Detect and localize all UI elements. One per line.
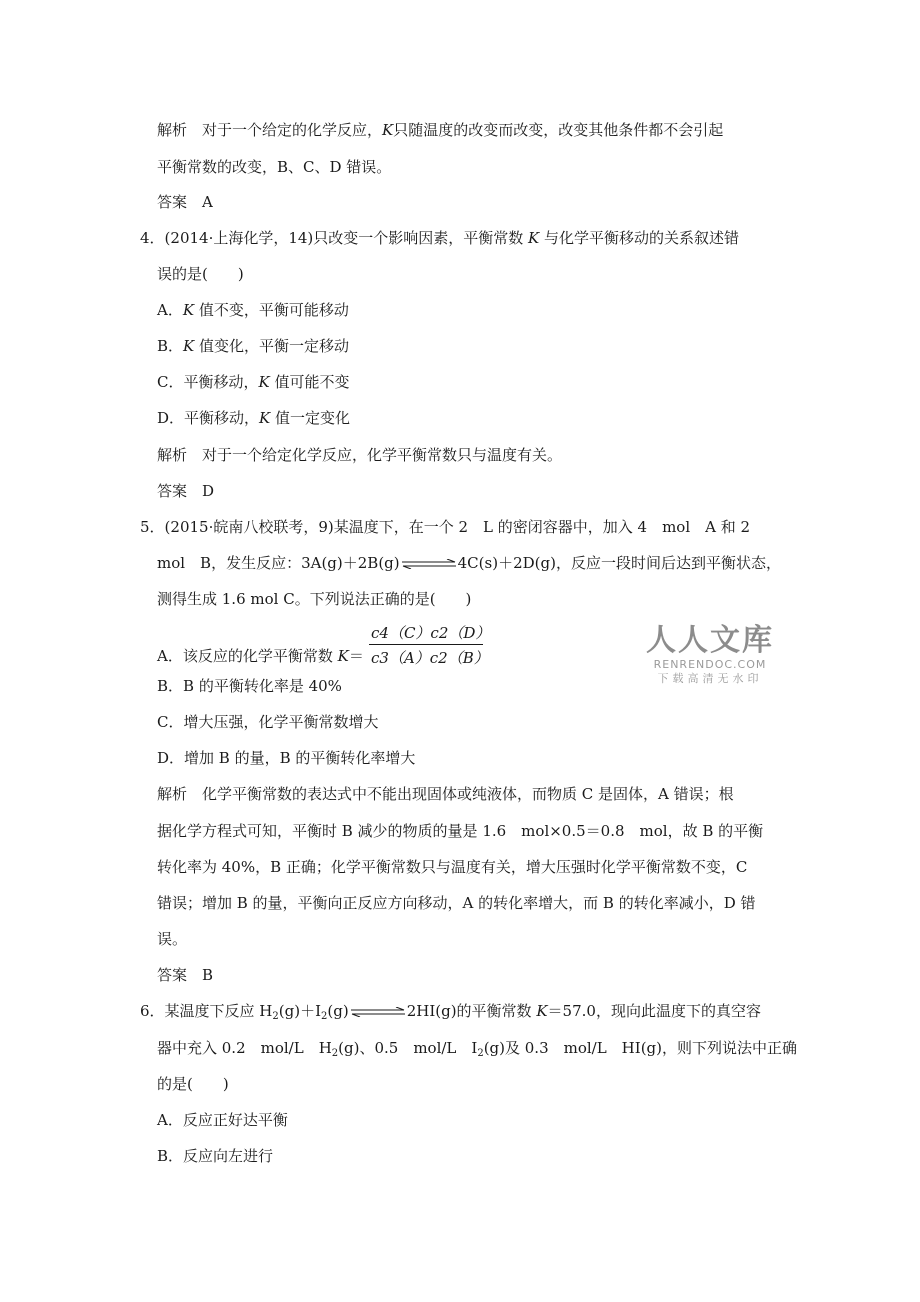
q6-stem-line-1: 6．某温度下反应 $H_2(g)+I_2(g)$ 2HI(g)的平衡常数 K＝57.0，现向此温度下的真空容 bbox=[140, 1002, 761, 1022]
q5-analysis-line-5: 误。 bbox=[157, 930, 188, 948]
answer-value: D bbox=[202, 482, 215, 500]
watermark-tagline: 下载高清无水印 bbox=[657, 672, 763, 685]
q5-option-a: A．该反应的化学平衡常数 K＝ bbox=[157, 647, 364, 665]
answer-label: 答案 bbox=[157, 193, 188, 211]
q6-option-a: A．反应正好达平衡 bbox=[157, 1111, 288, 1129]
q5-analysis-line-3: 转化率为 40%，B 正确；化学平衡常数只与温度有关，增大压强时化学平衡常数不变，C bbox=[157, 858, 748, 876]
q4-analysis: 解析 对于一个给定化学反应，化学平衡常数只与温度有关。 bbox=[157, 446, 563, 464]
q4-stem-line-1: 4．(2014·上海化学，14)只改变一个影响因素，平衡常数 K 与化学平衡移动的关系叙述错 bbox=[140, 229, 740, 247]
q4-option-a: A．K 值不变，平衡可能移动 bbox=[157, 301, 349, 319]
q4-answer bbox=[157, 481, 214, 501]
q4-option-b: B．K 值变化，平衡一定移动 bbox=[157, 337, 350, 355]
q4-stem-line-2: 误的是( ) bbox=[157, 265, 244, 283]
q4-option-d: D．平衡移动，K 值一定变化 bbox=[157, 409, 351, 427]
answer-value: B bbox=[202, 966, 214, 984]
q5-stem-line-2: mol B，发生反应：3A(g)＋2B(g) 4C(s)＋2D(g)，反应一段时间后达到平衡状态， bbox=[157, 554, 781, 572]
analysis-label: 解析 bbox=[157, 446, 188, 464]
q5-option-d: D．增加 B 的量，B 的平衡转化率增大 bbox=[157, 749, 416, 767]
q6-stem-line-3: 的是( ) bbox=[157, 1075, 229, 1093]
analysis-label: 解析 bbox=[157, 121, 188, 139]
watermark-domain: RENRENDOC.COM bbox=[653, 658, 767, 671]
prev-analysis-line-1: 解析 对于一个给定的化学反应，K只随温度的改变而改变，改变其他条件都不会引起 bbox=[157, 121, 724, 139]
q5-stem-line-1: 5．(2015·皖南八校联考，9)某温度下，在一个 2 L 的密闭容器中，加入 4 mol A 和 2 bbox=[140, 518, 751, 536]
q5-analysis-line-2: 据化学方程式可知，平衡时 B 减少的物质的量是 1.6 mol×0.5＝0.8 mol，故 B 的平衡 bbox=[157, 822, 764, 840]
prev-analysis-line-2: 平衡常数的改变，B、C、D 错误。 bbox=[157, 158, 392, 176]
equilibrium-arrow-icon bbox=[350, 1007, 406, 1017]
analysis-label: 解析 bbox=[157, 785, 188, 803]
q4-option-c: C．平衡移动，K 值可能不变 bbox=[157, 373, 350, 391]
watermark bbox=[640, 624, 780, 686]
fraction-numerator: c4（C）c2（D） bbox=[371, 624, 491, 642]
watermark-title: 人人文库 bbox=[646, 623, 774, 658]
fraction-bar bbox=[369, 644, 483, 645]
q5-option-b: B．B 的平衡转化率是 40% bbox=[157, 677, 342, 695]
answer-label: 答案 bbox=[157, 966, 188, 984]
fraction-denominator: c3（A）c2（B） bbox=[371, 649, 489, 667]
prev-answer bbox=[157, 192, 213, 212]
equilibrium-arrow-icon bbox=[401, 559, 457, 569]
q5-analysis-line-4: 错误；增加 B 的量，平衡向正反应方向移动，A 的转化率增大，而 B 的转化率减小，D 错 bbox=[157, 894, 756, 912]
answer-label: 答案 bbox=[157, 482, 188, 500]
q5-option-c: C．增大压强，化学平衡常数增大 bbox=[157, 713, 379, 731]
q5-answer bbox=[157, 965, 213, 985]
answer-value: A bbox=[202, 193, 213, 211]
q5-stem-line-3: 测得生成 1.6 mol C。下列说法正确的是( ) bbox=[157, 590, 472, 608]
q6-stem-line-2: 器中充入 0.2 mol/L $H_2(g)$、0.5 mol/L $I_2(g)$及 0.3 mol/L HI(g)，则下列说法中正确 bbox=[157, 1039, 797, 1059]
q5-analysis-line-1: 解析 化学平衡常数的表达式中不能出现固体或纯液体，而物质 C 是固体，A 错误；根 bbox=[157, 785, 734, 803]
q6-option-b: B．反应向左进行 bbox=[157, 1147, 274, 1165]
